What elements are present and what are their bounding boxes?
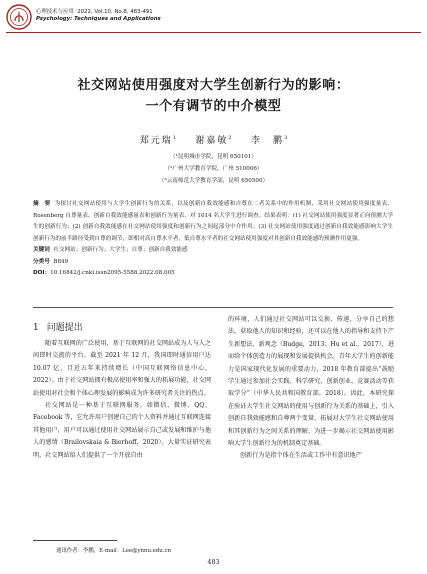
- keywords-label: 关键词: [33, 247, 50, 253]
- author-list: [0, 133, 427, 146]
- affiliation: （²广州大学教育学院，广州 510006）: [164, 166, 263, 172]
- section-number: 1: [33, 323, 39, 333]
- journal-name-cn: 心理技术与应用: [36, 9, 74, 15]
- header-divider: [6, 32, 421, 33]
- abstract-paragraph: [33, 199, 393, 245]
- affiliation: （³云南师范大学教育学部，昆明 650500）: [158, 178, 269, 184]
- classification-value: B849: [53, 258, 69, 265]
- section-heading: [33, 320, 83, 333]
- section-title: 问题提出: [46, 323, 83, 333]
- author-affil-mark: 1: [172, 135, 176, 141]
- body-paragraph: 随着互联网的广泛使用，基于互联网的社交网站成为人与人之间即时交流的平台。截至 2021 年 12 月，我国即时通信用户达 10.07 亿，且近五年来持续增长（中国互联网络信息中心，2022）。由于社交网站拥有极高使用率和强大的拓展功能，社交网站使用对社会和个体心理发展的影响成为许多研究者关注的热点。: [33, 340, 211, 397]
- affiliation: （¹昆明城市学院，昆明 650101）: [170, 154, 257, 160]
- author-name: 郑元瑞: [139, 136, 173, 146]
- footnote-divider: [33, 540, 117, 541]
- classification-label: 分类号: [33, 258, 50, 265]
- doi-value: 10.16842/j.cnki.issn2095-5588.2022.08.005: [50, 270, 175, 276]
- abstract-label: 摘 要: [33, 201, 51, 207]
- footnote: 通讯作者：李鹏，E-mail：Lee@ynnu.edu.cn: [56, 548, 171, 554]
- body-paragraph: 创新行为是指个体在生活或工作中有意识地产: [240, 452, 362, 460]
- journal-volume: 2022, Vol.10, No.8, 483-491: [77, 9, 153, 15]
- journal-logo-icon: [6, 4, 32, 30]
- keywords-text: 社交网站；创新行为；大学生；自尊；创新自我效能感: [53, 247, 188, 253]
- body-paragraph: 社交网站是一种基于互联网服务，如微信、微博、QQ、Facebook 等，它允许用户创建自己的个人资料并通过互联网连接其他用户，用户可以通过使用社交网站展示自己或发展和维护与他人的感情（Brailovskaia & Bierhoff，2020）。大量实证研究表明，社交网站给人们提供了一个开放自由: [33, 402, 211, 459]
- author-name: 谢嘉敏: [195, 136, 229, 146]
- doi-label: DOI：: [33, 270, 51, 276]
- body-column-right: [228, 314, 394, 463]
- journal-name-en: Psychology: Techniques and Applications: [36, 16, 161, 22]
- body-paragraph: 的环境，人们通过社交网站可以交换、传递、分享自己的想法，获取他人的知识和经验，还可以在他人的指导和支持下产生新想法、新观念（Budge，2013；Hu et al.，2017），进而给个体创造力的展现和发展提供机会。青年大学生的创新能力是国家现代化发展的重要动力，2018 年教育部提出“鼓励学生通过参加社会实践、科学研究、创新创业、竞赛活动等获取学分”（中华人民共和国教育部，2018）。因此，本研究探在验证大学生社交网站的使用与创新行为关系的基础上，引入创新自我效能感和自尊两个变量，拓展对大学生社交网站使用和其创新行为之间关系的理解，为进一步揭示社交网站使用影响大学生创新行为的机制奠定基础。: [228, 316, 394, 448]
- journal-header-line: [36, 7, 153, 15]
- abstract-block: [33, 199, 393, 280]
- doi-line: [33, 268, 393, 280]
- body-column-left: [33, 338, 211, 462]
- author-affil-mark: 3: [284, 135, 288, 141]
- paper-title-line1: 社交网站使用强度对大学生创新行为的影响：: [77, 78, 350, 93]
- author-affil-mark: 2: [228, 135, 232, 141]
- keywords-line: [33, 245, 393, 257]
- abstract-text: 为探讨社交网站使用与大学生创新行为的关系，以及创新自我效能感和自尊在二者关系中的作用机制，采用社交网站使用强度量表、Rosenberg 自尊量表、创新自我效能感量表和创新行为量表，对 1014 名大学生进行调查。结果表明：(1) 社交网站使用强度显著正向预测大学生的创新行为；(2) 创新自我效能感在社交网站使用强度和创新行为之间起部分中介作用；(3) 社交网站使用强度通过创新自我效能感影响大学生创新行为的前半路径受到自尊的调节，即相对高自尊水平者，低自尊水平者的社交网站使用强度对其创新自我效能感的预测作用更强。: [33, 201, 393, 242]
- page-number: 483: [207, 558, 220, 566]
- author-name: 李 鹏: [251, 136, 285, 146]
- abstract-divider: [33, 307, 393, 308]
- paper-title-line2: 一个有调节的中介模型: [145, 99, 282, 114]
- classification-line: [33, 257, 393, 269]
